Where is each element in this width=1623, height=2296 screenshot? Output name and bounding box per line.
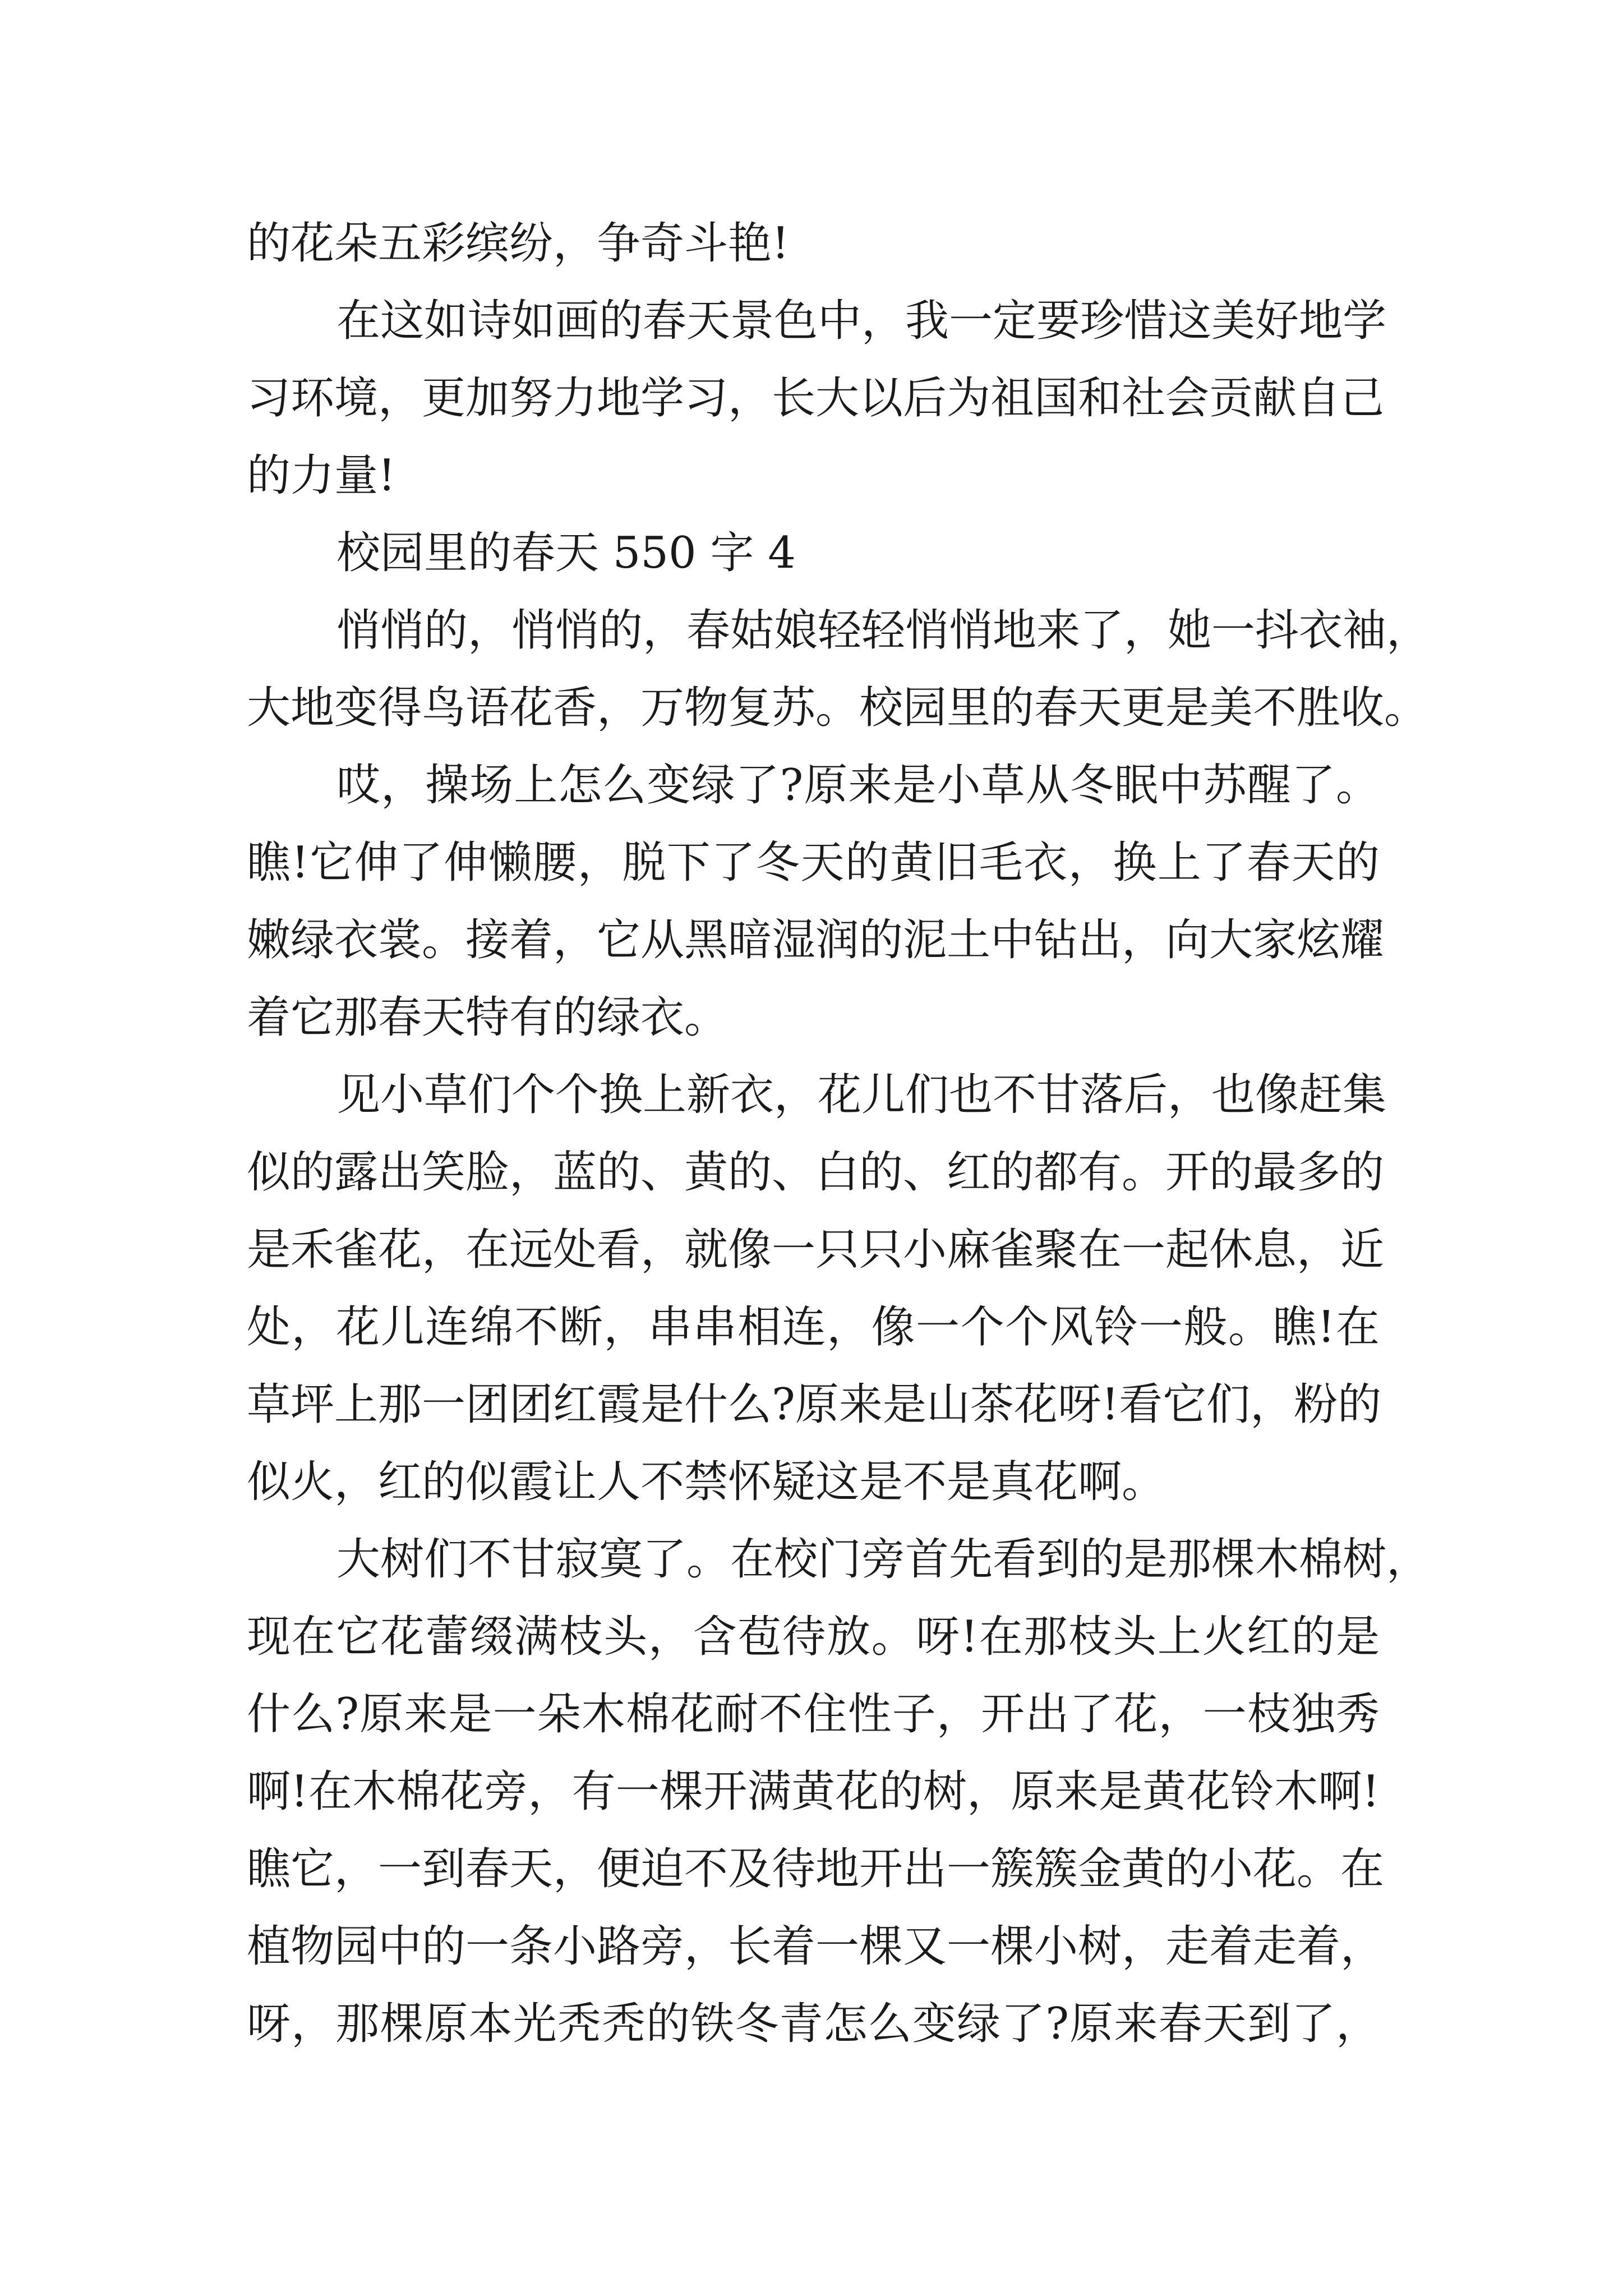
text-line: 是禾雀花，在远处看，就像一只只小麻雀聚在一起休息，近 bbox=[247, 1225, 1385, 1275]
text-line: 悄悄的，悄悄的，春姑娘轻轻悄悄地来了，她一抖衣袖， bbox=[336, 605, 1431, 656]
text-line: 的花朵五彩缤纷，争奇斗艳! bbox=[247, 218, 790, 269]
text-line: 瞧!它伸了伸懒腰，脱下了冬天的黄旧毛衣，换上了春天的 bbox=[247, 838, 1380, 888]
document-body bbox=[247, 205, 1431, 2063]
text-line: 植物园中的一条小路旁，长着一棵又一棵小树，走着走着， bbox=[247, 1921, 1385, 1972]
text-line: 着它那春天特有的绿衣。 bbox=[247, 992, 728, 1043]
text-line: 草坪上那一团团红霞是什么?原来是山茶花呀!看它们，粉的 bbox=[247, 1379, 1382, 1430]
text-line: 见小草们个个换上新衣，花儿们也不甘落后，也像赶集 bbox=[336, 1070, 1387, 1120]
text-line: 似火，红的似霞让人不禁怀疑这是不是真花啊。 bbox=[247, 1457, 1166, 1507]
text-line: 哎，操场上怎么变绿了?原来是小草从冬眠中苏醒了。 bbox=[336, 760, 1380, 811]
text-line: 的力量! bbox=[247, 450, 396, 501]
text-line: 瞧它，一到春天，便迫不及待地开出一簇簇金黄的小花。在 bbox=[247, 1844, 1385, 1894]
text-line: 习环境，更加努力地学习，长大以后为祖国和社会贡献自己 bbox=[247, 373, 1385, 424]
text-line: 似的露出笑脸，蓝的、黄的、白的、红的都有。开的最多的 bbox=[247, 1147, 1385, 1198]
text-line: 处，花儿连绵不断，串串相连，像一个个风铃一般。瞧!在 bbox=[247, 1302, 1380, 1352]
text-line: 啊!在木棉花旁，有一棵开满黄花的树，原来是黄花铃木啊! bbox=[247, 1766, 1380, 1817]
text-line: 嫩绿衣裳。接着，它从黑暗湿润的泥土中钻出，向大家炫耀 bbox=[247, 915, 1385, 965]
text-line: 校园里的春天 550 字 4 bbox=[336, 528, 796, 578]
text-line: 呀，那棵原本光秃秃的铁冬青怎么变绿了?原来春天到了， bbox=[247, 1999, 1380, 2049]
text-line: 现在它花蕾缀满枝头，含苞待放。呀!在那枝头上火红的是 bbox=[247, 1612, 1380, 1662]
text-line: 大树们不甘寂寞了。在校门旁首先看到的是那棵木棉树， bbox=[336, 1534, 1431, 1585]
text-line: 什么?原来是一朵木棉花耐不住性子，开出了花，一枝独秀 bbox=[247, 1689, 1380, 1740]
text-line: 在这如诗如画的春天景色中，我一定要珍惜这美好地学 bbox=[336, 296, 1387, 346]
text-line: 大地变得鸟语花香，万物复苏。校园里的春天更是美不胜收。 bbox=[247, 683, 1428, 733]
